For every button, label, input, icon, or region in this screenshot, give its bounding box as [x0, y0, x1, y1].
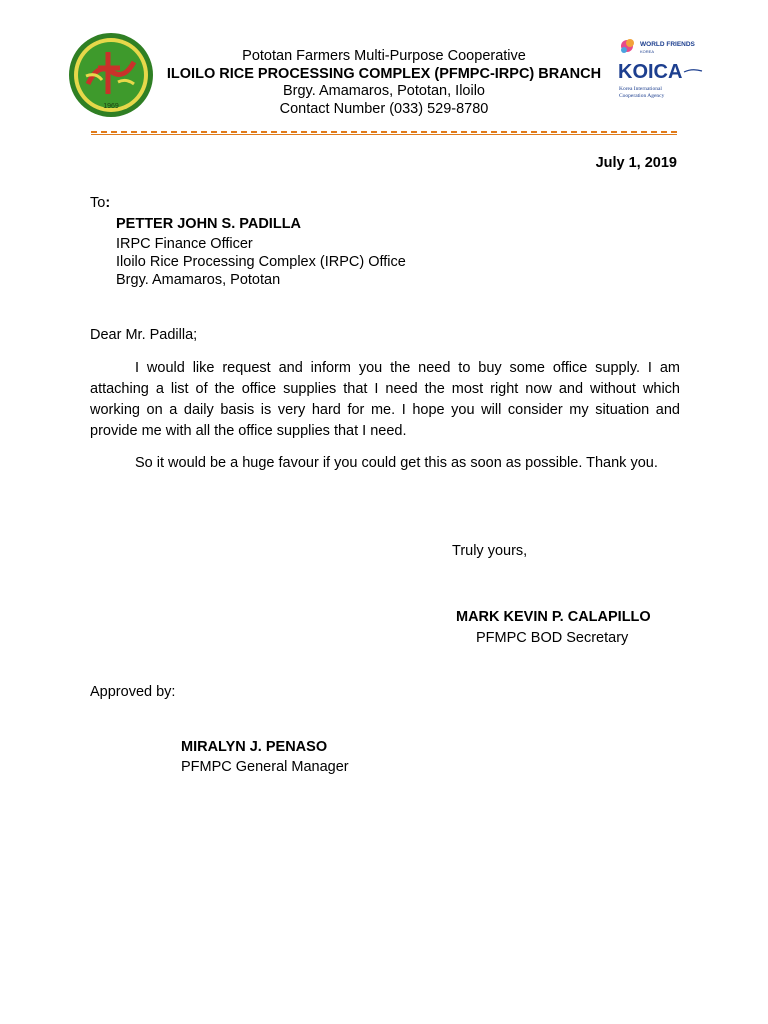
svg-text:Cooperation Agency: Cooperation Agency: [619, 93, 665, 99]
svg-text:1969: 1969: [103, 103, 119, 110]
recipient-office: Iloilo Rice Processing Complex (IRPC) Office: [116, 254, 406, 270]
body-paragraph-1: I would like request and inform you the need to buy some office supply. I am attaching a list of the office supplies that I need the most right now and without which working on a daily basis is very hard for me. I hope you will consider my situation and provide me with all the office supplies that I need.: [90, 360, 680, 439]
sender-name: MARK KEVIN P. CALAPILLO: [456, 609, 651, 625]
to-label: To:: [90, 195, 111, 211]
body-paragraph-2: So it would be a huge favour if you could get this as soon as possible. Thank you.: [135, 455, 658, 471]
approver-name: MIRALYN J. PENASO: [181, 739, 328, 755]
closing: Truly yours,: [452, 543, 528, 559]
salutation: Dear Mr. Padilla;: [90, 327, 198, 343]
contact-number: Contact Number (033) 529-8780: [279, 101, 489, 117]
svg-text:WORLD FRIENDS: WORLD FRIENDS: [640, 41, 695, 48]
branch-name: ILOILO RICE PROCESSING COMPLEX (PFMPC-IRPC) BRANCH: [166, 66, 602, 82]
recipient-address: Brgy. Amamaros, Pototan: [116, 272, 281, 288]
recipient-name: PETTER JOHN S. PADILLA: [116, 216, 302, 232]
approver-title: PFMPC General Manager: [181, 759, 349, 775]
letter-date: July 1, 2019: [595, 155, 677, 171]
svg-text:Korea International: Korea International: [619, 86, 662, 92]
svg-text:KOICA: KOICA: [618, 61, 683, 83]
header-divider: [91, 131, 677, 133]
recipient-title: IRPC Finance Officer: [116, 236, 253, 252]
sender-title: PFMPC BOD Secretary: [476, 630, 629, 646]
header-divider-underline: [91, 134, 677, 135]
org-address: Brgy. Amamaros, Pototan, Iloilo: [282, 83, 486, 99]
koica-logo: [616, 36, 712, 110]
org-name: Pototan Farmers Multi-Purpose Cooperative: [242, 48, 526, 64]
svg-text:KOREA: KOREA: [640, 49, 655, 54]
approved-by-label: Approved by:: [90, 684, 176, 700]
